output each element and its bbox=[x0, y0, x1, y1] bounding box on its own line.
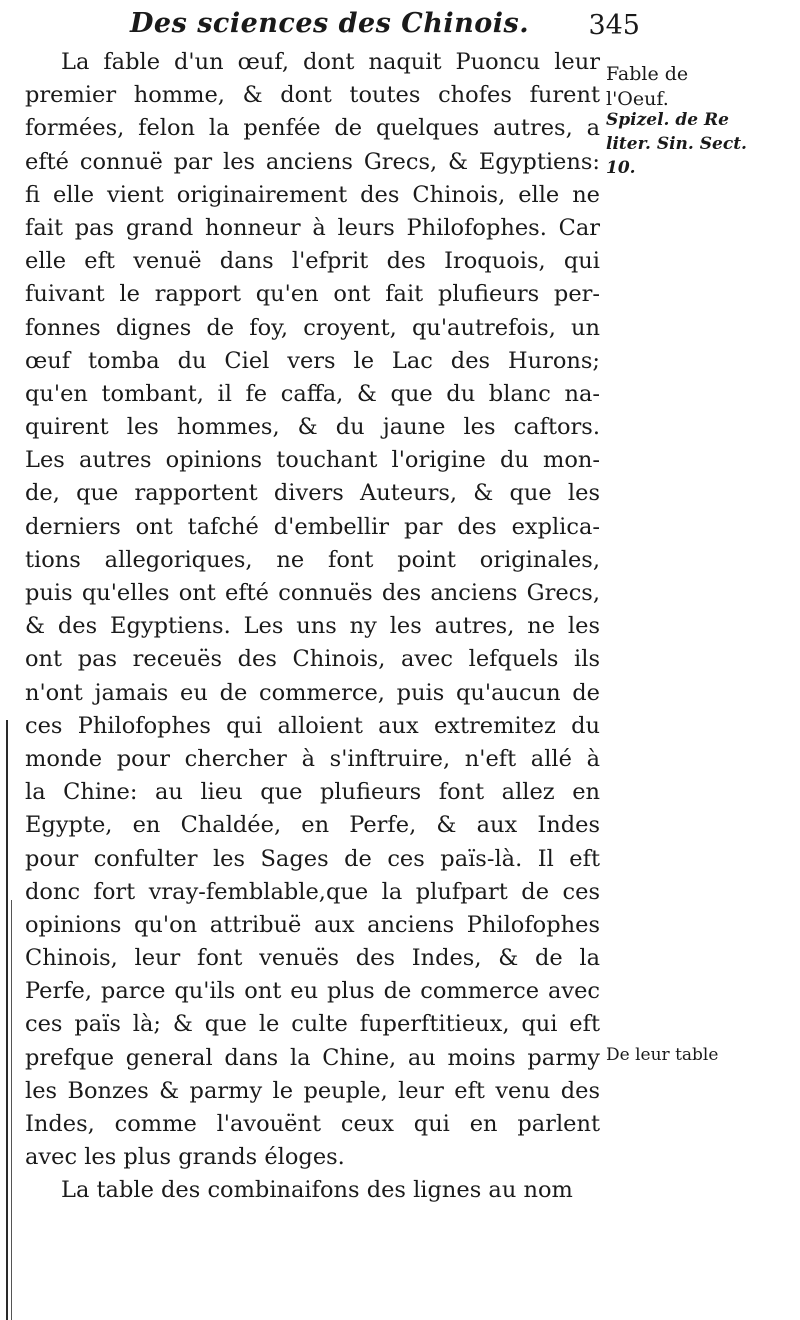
text-line: Indes, comme l'avouënt ceux qui en parlent bbox=[25, 1111, 600, 1137]
running-header bbox=[120, 2, 640, 46]
page-edge-shadow-inner bbox=[11, 900, 12, 1320]
text-line: monde pour chercher à s'inftruire, n'eft allé à bbox=[25, 745, 600, 772]
text-line: & des Egyptiens. Les uns ny les autres, ne les bbox=[25, 613, 600, 640]
text-line: donc fort vray-femblable,que la plufpart de ces bbox=[25, 878, 600, 905]
margin-note-line: l'Oeuf. bbox=[606, 88, 669, 110]
margin-note-citation bbox=[606, 108, 800, 180]
text-line: La fable d'un œuf, dont naquit Puoncu leur bbox=[61, 49, 600, 75]
text-line: n'ont jamais eu de commerce, puis qu'aucun de bbox=[25, 679, 600, 706]
page-edge-shadow bbox=[6, 720, 8, 1320]
text-line: opinions qu'on attribuë aux anciens Philofophes bbox=[25, 911, 600, 938]
main-text-block bbox=[25, 46, 600, 1208]
text-line: ces païs là; & que le culte fuperftitieux, qui eft bbox=[25, 1011, 600, 1038]
text-line: elle eft venuë dans l'efprit des Iroquois, qui bbox=[25, 248, 600, 275]
text-line: tions allegoriques, ne font point originales, bbox=[25, 546, 600, 573]
text-line: qu'en tombant, il fe caffa, & que du blanc na- bbox=[25, 380, 600, 407]
text-line: Perfe, parce qu'ils ont eu plus de commerce avec bbox=[25, 978, 600, 1005]
margin-note-table bbox=[606, 1044, 800, 1066]
text-line: premier homme, & dont toutes chofes furent bbox=[25, 82, 600, 109]
text-line: pour confulter les Sages de ces païs-là. Il eft bbox=[25, 845, 600, 872]
text-line: fuivant le rapport qu'en ont fait plufieurs per- bbox=[25, 281, 600, 308]
text-line: Chinois, leur font venuës des Indes, & de la bbox=[25, 945, 600, 972]
margin-note-line: De leur table bbox=[606, 1045, 719, 1065]
margin-note-line: liter. Sin. Sect. bbox=[606, 134, 747, 154]
text-line: fait pas grand honneur à leurs Philofophes. Car bbox=[25, 214, 600, 241]
text-line: La table des combinaifons des lignes au nom bbox=[61, 1177, 573, 1204]
text-line: derniers ont tafché d'embellir par des explica- bbox=[25, 513, 600, 540]
text-line: œuf tomba du Ciel vers le Lac des Hurons; bbox=[25, 347, 600, 374]
text-line: les Bonzes & parmy le peuple, leur eft venu des bbox=[25, 1077, 600, 1104]
text-line: ont pas receuës des Chinois, avec lefquels ils bbox=[25, 646, 600, 673]
text-line: fonnes dignes de foy, croyent, qu'autrefois, un bbox=[25, 314, 600, 341]
text-line: prefque general dans la Chine, au moins parmy bbox=[25, 1044, 600, 1071]
margin-note-line: 10. bbox=[606, 158, 636, 178]
running-title: Des sciences des Chinois. bbox=[130, 8, 530, 39]
margin-note-line: Fable de bbox=[606, 63, 689, 85]
margin-note-fable bbox=[606, 62, 800, 112]
page-number: 345 bbox=[588, 10, 640, 41]
text-line: efté connuë par les anciens Grecs, & Egyptiens: bbox=[25, 148, 600, 175]
text-line: quirent les hommes, & du jaune les caftors. bbox=[25, 414, 600, 441]
text-line: formées, felon la penfée de quelques autres, a bbox=[25, 115, 600, 142]
text-line: fi elle vient originairement des Chinois, elle ne bbox=[25, 181, 600, 208]
text-line: avec les plus grands éloges. bbox=[25, 1144, 345, 1171]
text-line: Les autres opinions touchant l'origine du mon- bbox=[25, 447, 600, 474]
text-line: la Chine: au lieu que plufieurs font allez en bbox=[25, 779, 600, 806]
text-line: de, que rapportent divers Auteurs, & que les bbox=[25, 480, 600, 507]
text-line: Egypte, en Chaldée, en Perfe, & aux Indes bbox=[25, 812, 600, 839]
margin-note-line: Spizel. de Re bbox=[606, 110, 729, 130]
text-line: puis qu'elles ont efté connuës des anciens Grecs, bbox=[25, 580, 600, 606]
text-line: ces Philofophes qui alloient aux extremitez du bbox=[25, 712, 600, 739]
